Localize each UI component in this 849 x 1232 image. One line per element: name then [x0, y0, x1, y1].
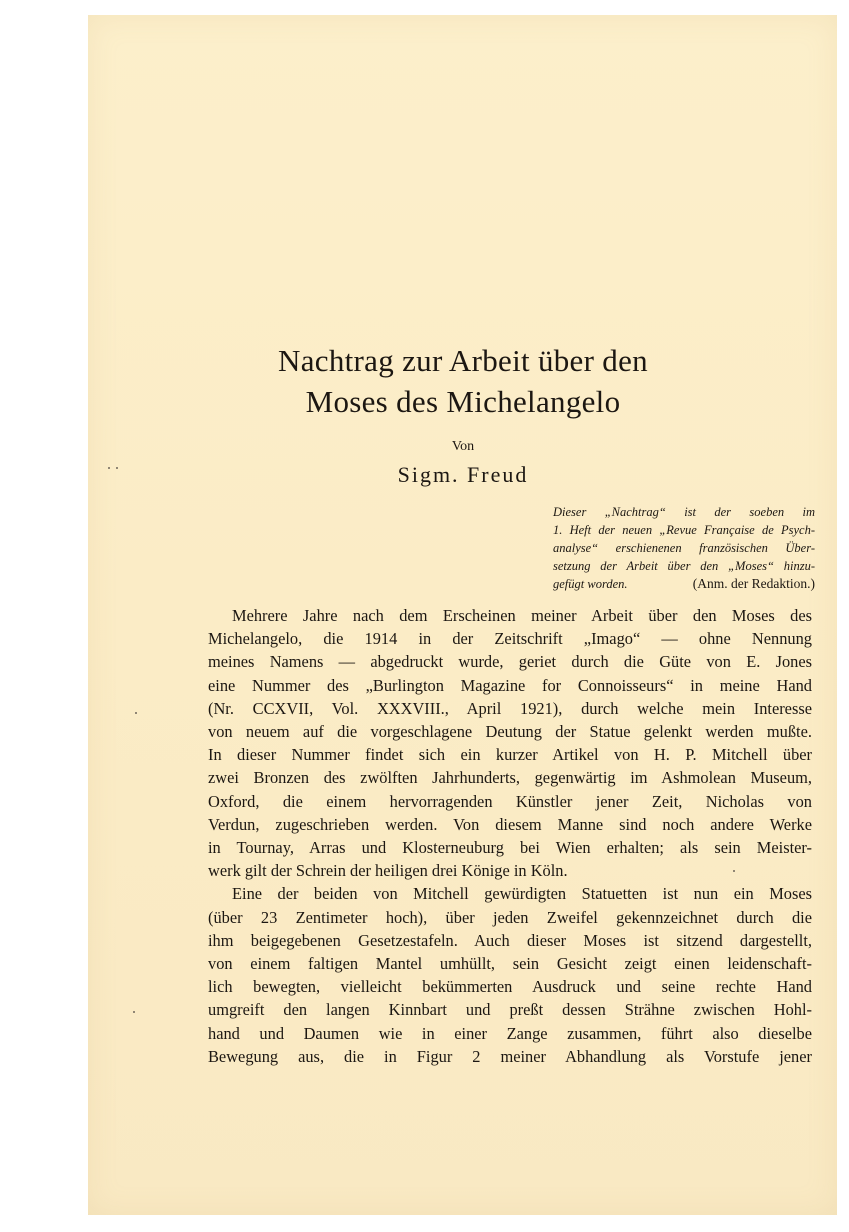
body-line: (über 23 Zentimeter hoch), über jeden Zweifel gekennzeichnet durch die: [208, 907, 812, 927]
body-line: Bewegung aus, die in Figur 2 meiner Abhandlung als Vorstufe jener: [208, 1046, 812, 1066]
editor-note-last-line: [553, 575, 815, 593]
byline-von: Von: [451, 439, 475, 454]
body-line: ihm beigegebenen Gesetzestafeln. Auch dieser Moses ist sitzend dargestellt,: [208, 930, 812, 950]
body-line: zwei Bronzen des zwölften Jahrhunderts, gegenwärtig im Ashmolean Museum,: [208, 768, 812, 788]
body-line: lich bewegten, vielleicht bekümmerten Ausdruck und seine rechte Hand: [208, 977, 812, 997]
editor-note-line: analyse“ erschienenen französischen Über-: [553, 541, 815, 555]
editor-note-attribution: (Anm. der Redaktion.): [692, 576, 815, 591]
body-text: [208, 604, 812, 1068]
author-name: Sigm. Freud: [397, 462, 529, 487]
body-line: meines Namens — abgedruckt wurde, geriet durch die Güte von E. Jones: [208, 652, 812, 672]
editor-note-line: 1. Heft der neuen „Revue Française de Psych-: [553, 523, 815, 537]
paper-speck: [733, 870, 735, 872]
body-line: In dieser Nummer findet sich ein kurzer Artikel von H. P. Mitchell über: [208, 745, 812, 765]
body-line: umgreift den langen Kinnbart und preßt dessen Strähne zwischen Hohl-: [208, 1000, 812, 1020]
article-title-line-2: Moses des Michelangelo: [305, 384, 621, 419]
editor-note: [553, 503, 815, 593]
body-line: (Nr. CCXVII, Vol. XXXVIII., April 1921), durch welche mein Interesse: [208, 698, 812, 718]
paper-speck: [108, 467, 110, 469]
editor-note-line: Dieser „Nachtrag“ ist der soeben im: [553, 505, 815, 519]
body-line: Oxford, die einem hervorragenden Künstler jener Zeit, Nicholas von: [208, 791, 812, 811]
body-line: von neuem auf die vorgeschlagene Deutung der Statue gelenkt werden mußte.: [208, 722, 812, 742]
document-page: [88, 15, 837, 1215]
paper-speck: [133, 1011, 135, 1013]
body-line: Michelangelo, die 1914 in der Zeitschrift „Imago“ — ohne Nennung: [208, 629, 812, 649]
editor-note-line: gefügt worden.: [553, 577, 628, 591]
article-title-line-1: Nachtrag zur Arbeit über den: [278, 343, 648, 378]
body-line: in Tournay, Arras und Klosterneuburg bei Wien erhalten; als sein Meister-: [208, 838, 812, 858]
body-line: werk gilt der Schrein der heiligen drei Könige in Köln.: [208, 861, 568, 881]
paper-speck: [135, 712, 137, 714]
body-line: eine Nummer des „Burlington Magazine for Connoisseurs“ in meine Hand: [208, 675, 812, 695]
body-line: Mehrere Jahre nach dem Erscheinen meiner Arbeit über den Moses des: [232, 606, 812, 625]
editor-note-line: setzung der Arbeit über den „Moses“ hinzu-: [553, 559, 815, 573]
body-line: hand und Daumen wie in einer Zange zusammen, führt also dieselbe: [208, 1023, 812, 1043]
body-line: Verdun, zugeschrieben werden. Von diesem Manne sind noch andere Werke: [208, 814, 812, 834]
body-line: von einem faltigen Mantel umhüllt, sein Gesicht zeigt einen leidenschaft-: [208, 954, 812, 974]
paper-speck: [116, 467, 118, 469]
body-line: Eine der beiden von Mitchell gewürdigten Statuetten ist nun ein Moses: [232, 884, 812, 904]
